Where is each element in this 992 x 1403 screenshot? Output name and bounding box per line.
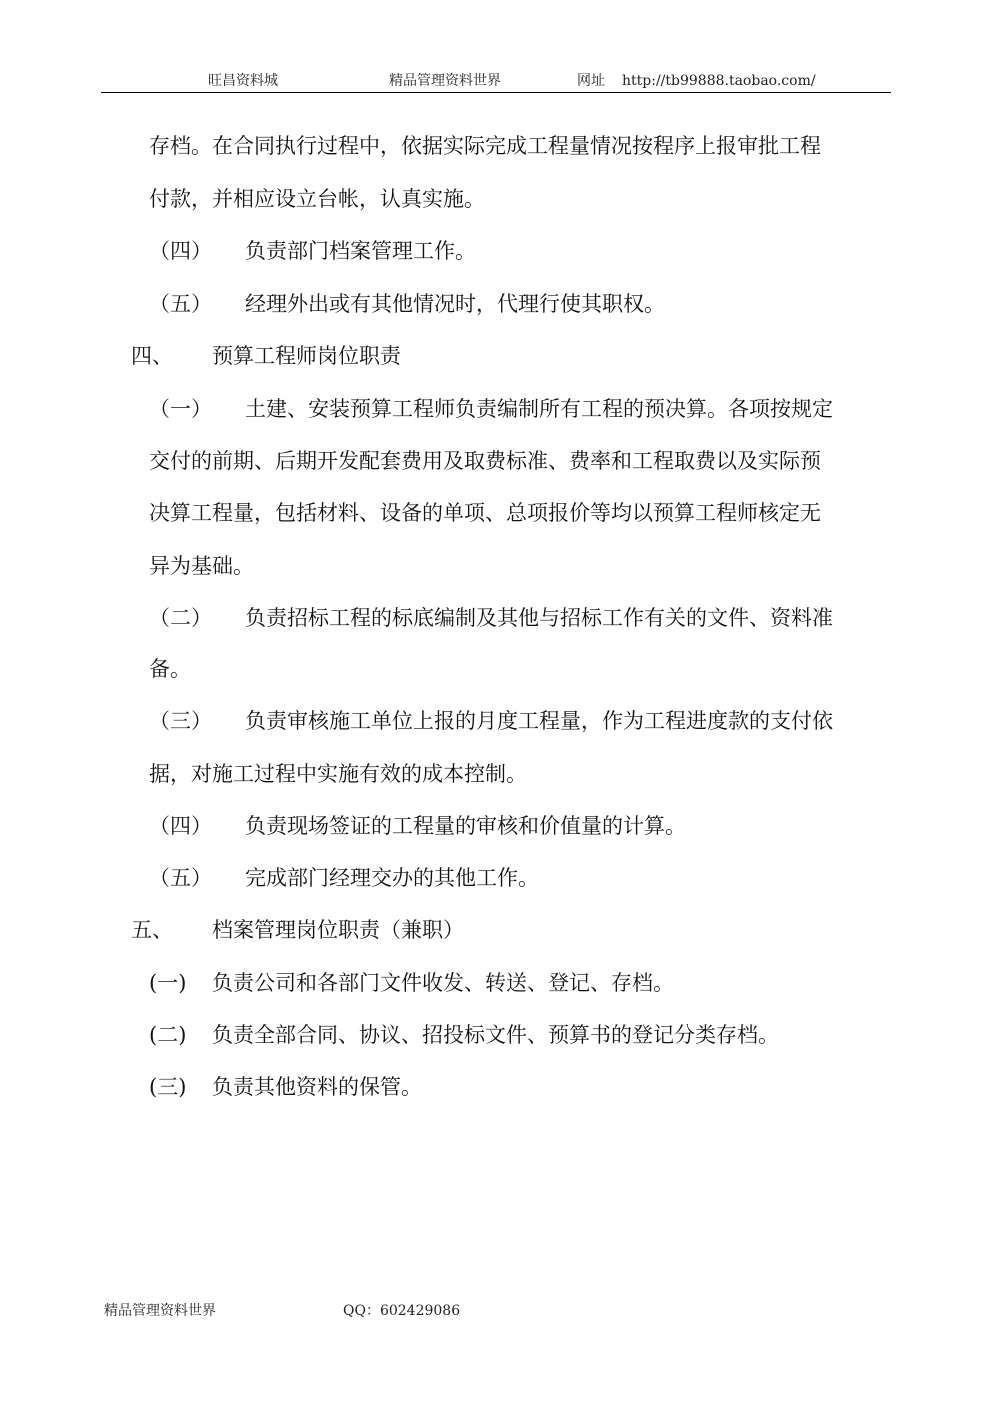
paragraph-line: 备。 [149, 657, 191, 681]
item-text: 负责部门档案管理工作。 [245, 239, 476, 263]
item-marker: (一) [149, 971, 187, 995]
item-text: 负责审核施工单位上报的月度工程量，作为工程进度款的支付依 [245, 709, 833, 733]
item-marker: （五） [149, 292, 212, 316]
item-marker: （一） [149, 397, 212, 421]
footer-qq: QQ：602429086 [343, 1303, 461, 1319]
item-text: 完成部门经理交办的其他工作。 [245, 866, 539, 890]
item-text: 负责现场签证的工程量的审核和价值量的计算。 [245, 814, 686, 838]
header-url-label: 网址 [577, 73, 605, 89]
section-marker: 五、 [131, 918, 173, 942]
header-url: http://tb99888.taobao.com/ [622, 73, 816, 89]
paragraph-line: 异为基础。 [149, 554, 254, 578]
section-heading: 档案管理岗位职责（兼职） [212, 918, 464, 942]
item-text: 负责全部合同、协议、招投标文件、预算书的登记分类存档。 [212, 1023, 779, 1047]
paragraph-line: 存档。在合同执行过程中，依据实际完成工程量情况按程序上报审批工程 [149, 134, 821, 158]
item-text: 负责其他资料的保管。 [212, 1075, 422, 1099]
item-text: 负责招标工程的标底编制及其他与招标工作有关的文件、资料准 [245, 606, 833, 630]
footer-title: 精品管理资料世界 [104, 1303, 216, 1319]
header-rule [101, 92, 891, 93]
paragraph-line: 付款，并相应设立台帐，认真实施。 [149, 187, 485, 211]
section-marker: 四、 [131, 344, 173, 368]
header-site-name: 旺昌资料城 [208, 73, 278, 89]
section-heading: 预算工程师岗位职责 [212, 344, 401, 368]
item-text: 负责公司和各部门文件收发、转送、登记、存档。 [212, 971, 674, 995]
item-marker: （四） [149, 239, 212, 263]
item-marker: (三) [149, 1075, 187, 1099]
item-marker: （五） [149, 866, 212, 890]
item-marker: （二） [149, 606, 212, 630]
paragraph-line: 决算工程量，包括材料、设备的单项、总项报价等均以预算工程师核定无 [149, 501, 821, 525]
item-marker: （三） [149, 709, 212, 733]
item-text: 土建、安装预算工程师负责编制所有工程的预决算。各项按规定 [245, 397, 833, 421]
item-marker: （四） [149, 814, 212, 838]
paragraph-line: 交付的前期、后期开发配套费用及取费标准、费率和工程取费以及实际预 [149, 449, 821, 473]
item-marker: (二) [149, 1023, 187, 1047]
item-text: 经理外出或有其他情况时，代理行使其职权。 [245, 292, 665, 316]
paragraph-line: 据，对施工过程中实施有效的成本控制。 [149, 762, 527, 786]
header-title: 精品管理资料世界 [389, 73, 501, 89]
